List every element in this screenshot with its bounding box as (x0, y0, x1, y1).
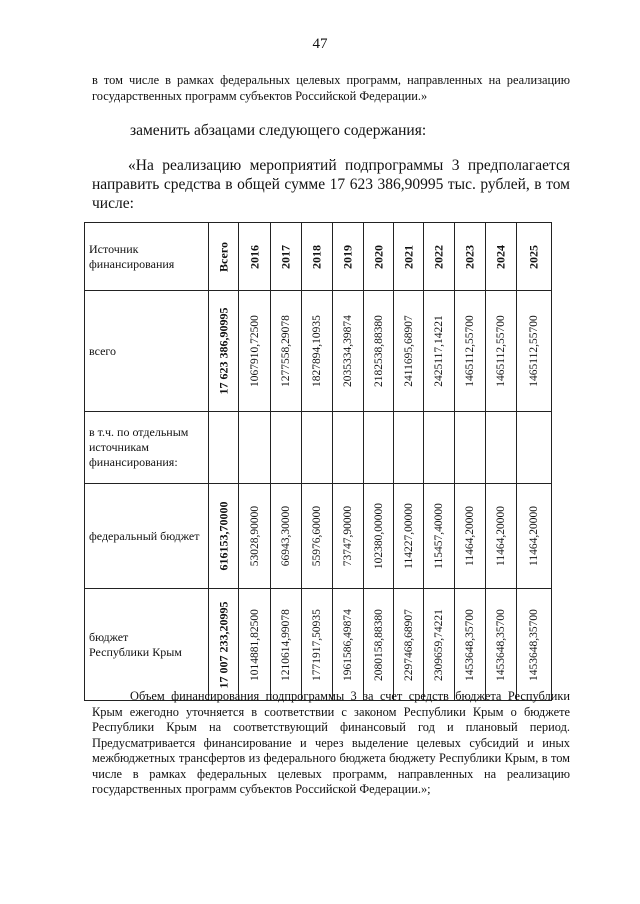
header-year-label: 2020 (371, 244, 385, 269)
table-cell (239, 484, 271, 589)
row-total-cell (209, 589, 239, 701)
header-year-cell (302, 223, 333, 291)
cell-value: 2080158,88380 (372, 608, 385, 681)
table-row-crimea (85, 589, 552, 701)
row-source-cell: всего (85, 291, 209, 412)
row-total-value: 17 007 233,20995 (216, 601, 230, 688)
header-year-cell (271, 223, 302, 291)
table-cell (239, 412, 271, 484)
table-cell (424, 412, 455, 484)
table-cell (486, 484, 517, 589)
row-total-cell (209, 291, 239, 412)
cell-value: 1067910,72500 (248, 315, 261, 387)
table-cell (364, 412, 394, 484)
table-cell (302, 291, 333, 412)
lead-paragraph: «На реализацию мероприятий подпрограммы 3 предполагается направить средства в общей сумме 17 623 386,90995 тыс. рублей, в том числе: (92, 157, 570, 212)
cell-value: 2035334,39874 (342, 315, 354, 387)
table-cell (455, 291, 486, 412)
row-total-value: 17 623 386,90995 (216, 307, 230, 395)
table-cell (364, 589, 394, 701)
header-year-label: 2019 (340, 244, 355, 269)
table-cell (271, 484, 302, 589)
header-total-cell (209, 223, 239, 291)
table-cell (486, 589, 517, 701)
row-source-cell: в т.ч. по отдельным источникам финансирования: (85, 412, 209, 484)
table-cell (394, 412, 424, 484)
cell-value: 2411695,68907 (402, 315, 415, 387)
table-cell (333, 589, 364, 701)
cell-value: 11464,20000 (528, 506, 540, 566)
header-year-label: 2016 (247, 244, 261, 269)
table-cell (239, 291, 271, 412)
page-number: 47 (312, 36, 328, 52)
header-year-cell (333, 223, 364, 291)
table-row-federal (85, 484, 552, 589)
table-cell (486, 412, 517, 484)
table-cell (271, 291, 302, 412)
table-cell (271, 412, 302, 484)
table-cell (424, 484, 455, 589)
replace-paragraph: заменить абзацами следующего содержания: (130, 122, 427, 139)
table-cell (333, 291, 364, 412)
cell-value: 1827894,10935 (311, 315, 323, 387)
header-year-cell (455, 223, 486, 291)
cell-value: 102380,00000 (372, 502, 385, 570)
header-year-label: 2018 (309, 244, 324, 269)
cell-value: 1014881,82500 (248, 608, 261, 681)
header-source-cell: Источник финансирования (85, 223, 209, 291)
table-cell (364, 484, 394, 589)
table-cell (394, 484, 424, 589)
cell-value: 73747,90000 (342, 505, 354, 567)
table-row-subheading (85, 412, 552, 484)
table-cell (271, 589, 302, 701)
table-cell (302, 589, 333, 701)
table-cell (486, 291, 517, 412)
header-year-cell (364, 223, 394, 291)
cell-value: 1210614,99078 (280, 608, 292, 681)
cell-value: 11464,20000 (495, 506, 507, 566)
table-cell (364, 291, 394, 412)
table-cell (394, 589, 424, 701)
row-total-cell (209, 412, 239, 484)
table-cell (302, 412, 333, 484)
header-year-label: 2017 (278, 244, 293, 269)
cell-value: 2297468,68907 (402, 608, 415, 681)
table-cell (517, 412, 552, 484)
header-year-cell (517, 223, 552, 291)
cell-value: 1453648,35700 (528, 608, 540, 681)
table-cell (455, 484, 486, 589)
cell-value: 1465112,55700 (495, 315, 507, 387)
cell-value: 2182538,88380 (372, 315, 385, 387)
header-year-label: 2021 (401, 244, 415, 269)
cell-value: 55976,60000 (311, 505, 323, 567)
cell-value: 1961586,49874 (342, 608, 354, 681)
table-cell (302, 484, 333, 589)
cell-value: 115457,40000 (433, 503, 445, 569)
cell-value: 2309659,74221 (433, 608, 445, 681)
header-total-label: Всего (216, 241, 230, 272)
table-cell (239, 589, 271, 701)
header-year-label: 2023 (462, 244, 477, 269)
table-cell (394, 291, 424, 412)
table-cell (333, 412, 364, 484)
financing-table (84, 222, 552, 701)
header-year-cell (486, 223, 517, 291)
cell-value: 114227,00000 (402, 503, 415, 569)
row-total-cell (209, 484, 239, 589)
header-year-label: 2022 (431, 244, 446, 269)
header-year-label: 2024 (493, 244, 508, 269)
table-cell (455, 589, 486, 701)
table-cell (517, 291, 552, 412)
cell-value: 1453648,35700 (464, 608, 476, 681)
table-header-row (85, 223, 552, 291)
row-total-value: 616153,70000 (216, 501, 230, 571)
cell-value: 53028,90000 (248, 505, 261, 567)
table-cell (424, 589, 455, 701)
header-year-label: 2025 (526, 244, 541, 269)
cell-value: 2425117,14221 (433, 315, 445, 387)
table-row-total (85, 291, 552, 412)
cell-value: 1465112,55700 (528, 315, 540, 387)
header-year-cell (239, 223, 271, 291)
cell-value: 66943,30000 (280, 505, 292, 567)
row-source-cell: федеральный бюджет (85, 484, 209, 589)
cell-value: 11464,20000 (464, 506, 476, 566)
cell-value: 1277558,29078 (280, 315, 292, 387)
table-cell (517, 589, 552, 701)
cell-value: 1771917,50935 (311, 608, 323, 681)
table-cell (455, 412, 486, 484)
table-cell (424, 291, 455, 412)
cell-value: 1465112,55700 (464, 315, 476, 387)
intro-paragraph: в том числе в рамках федеральных целевых программ, направленных на реализацию государственных программ субъектов Российской Федерации.» (92, 73, 570, 103)
closing-paragraph: Объем финансирования подпрограммы 3 за счет средств бюджета Республики Крым ежегодно уточняется в соответствии с законом Республики Крым о бюджете Республики Крым на соответствующий финансовый год и плановый период. Предусматривается финансирование и через выделение целевых субсидий и иных межбюджетных трансфертов из федерального бюджета бюджету Республики Крым, в том числе в рамках федеральных целевых программ, направленных на реализацию государственных программ субъектов Российской Федерации.»; (92, 689, 570, 796)
header-year-cell (394, 223, 424, 291)
row-source-cell: бюджет Республики Крым (85, 589, 209, 701)
header-year-cell (424, 223, 455, 291)
cell-value: 1453648,35700 (495, 608, 507, 681)
table-cell (517, 484, 552, 589)
table-cell (333, 484, 364, 589)
